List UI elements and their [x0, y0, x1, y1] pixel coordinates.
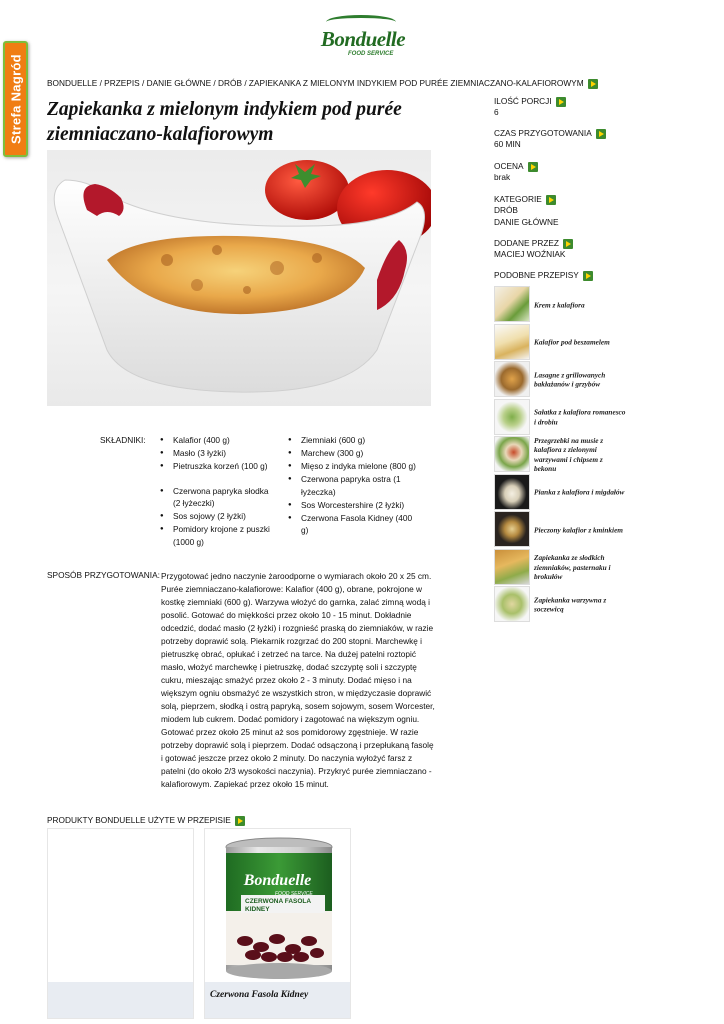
portions-arrow-icon — [556, 97, 566, 107]
time-arrow-icon — [596, 129, 606, 139]
similar-recipe[interactable]: Zapiekanka ze słodkich ziemniaków, pasternaku i brokułów — [494, 549, 634, 587]
can-brand: Bonduelle — [243, 872, 312, 889]
similar-recipe[interactable]: Zapiekanka warzywna z soczewicą — [494, 586, 634, 624]
rewards-zone-label: Strefa Nagród — [8, 54, 23, 144]
products-arrow-icon — [235, 816, 245, 826]
similar-recipe[interactable]: Pieczony kalafior z kminkiem — [494, 511, 634, 549]
ingredient: ● Mięso z indyka mielone (800 g) — [288, 460, 418, 473]
similar-arrow-icon — [583, 271, 593, 281]
categories-arrow-icon — [546, 195, 556, 205]
preparation-label: SPOSÓB PRZYGOTOWANIA: — [47, 570, 160, 580]
similar-recipe[interactable]: Przegrzebki na musie z kalafiora z zielonymi warzywami i chipsem z bekonu — [494, 436, 634, 474]
recipe-thumbnail[interactable] — [494, 399, 530, 435]
recipe-thumbnail[interactable] — [494, 474, 530, 510]
ingredient: ● Sos sojowy (2 łyżki) — [160, 510, 278, 523]
portions-value: 6 — [494, 107, 499, 117]
product-card[interactable] — [204, 828, 351, 1019]
similar-heading: PODOBNE PRZEPISY — [494, 270, 593, 281]
rewards-zone-tab[interactable] — [3, 41, 28, 157]
category-link-2[interactable]: DANIE GŁÓWNE — [494, 217, 559, 227]
product-name[interactable]: Czerwona Fasola Kidney — [210, 990, 309, 1000]
preparation-text: Przygotować jedno naczynie żaroodporne o wymiarach około 20 x 25 cm. Purée ziemniaczano-kalafiorowe: Kalafior (400 g), obrane, pokrojone w kostkę ziemniaki (600 g). Warzywa włożyć do garnka, zalać zimną wodą i posolić. Gotować do miękkości przez około 10 - 15 minut. Dokładnie odcedzić, dodać masło (2 łyżki) i rozgnieść praską do ziemniaków, w razie potrzeby doprawić solą. Piekarnik rozgrzać do 200 stopni. Marchewkę i pietruszkę obrać, opłukać i zetrzeć na tarce. Na dużej patelni roztopić masło, włożyć marchewkę i pietruszkę, dodać szczyptę soli i szczyptę cukru, mieszając smażyć przez około 2 - 3 minuty. Dodać mięso i na większym ogniu obsmażyć ze wszystkich stron, w międzyczasie doprawić solą, pieprzem, słodką i ostrą papryką, sosem sojowym, sosem Worcester, miodem lub cukrem. Dodać pomidory i zagotować na większym ogniu. Gotować przez około 25 minut aż sos pomidorowy zgęstnieje. W razie potrzeby doprawić solą i pieprzem. Dodać odsączoną i przepłukaną fasolę i gotować jeszcze przez około 2 minuty. Do naczynia wyłożyć farsz z patelni (do około 2/3 wysokości naczynia). Przykryć purée ziemniaczano - kalafiorowym. Zapiekać przez około 15 minut. — [161, 571, 435, 789]
ingredients-label: SKŁADNIKI: — [100, 435, 146, 445]
can-sub: FOOD SERVICE — [275, 891, 313, 897]
can-name: CZERWONA FASOLA KIDNEY — [245, 898, 312, 913]
similar-recipe[interactable]: Krem z kalafiora — [494, 286, 634, 324]
page-title: Zapiekanka z mielonym indykiem pod purée ziemniaczano-kalafiorowym — [47, 99, 402, 145]
info-portions: ILOŚĆ PORCJI 6 — [494, 96, 566, 118]
ingredient: ● Kalafior (400 g) — [160, 434, 278, 447]
rating-value: brak — [494, 172, 511, 182]
info-added-by: DODANE PRZEZ MACIEJ WOŹNIAK — [494, 238, 573, 260]
ingredient: ● Masło (3 łyżki) — [160, 447, 278, 460]
info-rating: OCENA brak — [494, 161, 538, 183]
ingredient: ● Czerwona papryka słodka (2 łyżeczki) — [160, 485, 278, 510]
ingredients-list-2 — [288, 434, 418, 537]
ingredient: ● Czerwona papryka ostra (1 łyżeczka) — [288, 473, 418, 498]
recipe-thumbnail[interactable] — [494, 286, 530, 322]
recipe-photo — [47, 150, 431, 406]
similar-recipe[interactable]: Kalafior pod beszamelem — [494, 324, 634, 362]
similar-recipe[interactable]: Sałatka z kalafiora romanesco i drobiu — [494, 399, 634, 437]
similar-recipes-list — [494, 286, 634, 624]
similar-recipe[interactable]: Pianka z kalafiora i migdałów — [494, 474, 634, 512]
ingredient: ● Ziemniaki (600 g) — [288, 434, 418, 447]
info-time: CZAS PRZYGOTOWANIA 60 MIN — [494, 128, 606, 150]
breadcrumb-arrow-icon[interactable] — [588, 79, 598, 89]
ingredient: ● Pietruszka korzeń (100 g) — [160, 460, 278, 473]
recipe-thumbnail[interactable] — [494, 511, 530, 547]
info-categories: KATEGORIE DRÓB DANIE GŁÓWNE — [494, 194, 559, 227]
product-card-empty[interactable] — [47, 828, 194, 1019]
similar-recipe[interactable]: Lasagne z grillowanych bakłażanów i grzybów — [494, 361, 634, 399]
products-heading: PRODUKTY BONDUELLE UŻYTE W PRZEPISIE — [47, 815, 245, 826]
logo-brand: Bonduelle — [320, 27, 406, 51]
breadcrumb[interactable] — [47, 78, 598, 89]
ingredients-list-1 — [160, 434, 278, 549]
ingredient: ● Marchew (300 g) — [288, 447, 418, 460]
rating-arrow-icon — [528, 162, 538, 172]
breadcrumb-text[interactable]: BONDUELLE / PRZEPIS / DANIE GŁÓWNE / DRÓB / ZAPIEKANKA Z MIELONYM INDYKIEM POD PURÉE ZIEMNIACZANO-KALAFIOROWYM — [47, 78, 584, 88]
ingredient: ● Czerwona Fasola Kidney (400 g) — [288, 512, 418, 537]
recipe-thumbnail[interactable] — [494, 549, 530, 585]
recipe-thumbnail[interactable] — [494, 361, 530, 397]
added-arrow-icon — [563, 239, 573, 249]
recipe-thumbnail[interactable] — [494, 436, 530, 472]
ingredient: ● Pomidory krojone z puszki (1000 g) — [160, 523, 278, 548]
recipe-thumbnail[interactable] — [494, 586, 530, 622]
author-name: MACIEJ WOŹNIAK — [494, 249, 566, 259]
recipe-thumbnail[interactable] — [494, 324, 530, 360]
category-link-1[interactable]: DRÓB — [494, 205, 518, 215]
logo-sub: FOOD SERVICE — [348, 51, 394, 57]
ingredient: ● Sos Worcestershire (2 łyżki) — [288, 499, 418, 512]
time-value: 60 MIN — [494, 139, 521, 149]
bonduelle-logo[interactable] — [318, 13, 408, 57]
